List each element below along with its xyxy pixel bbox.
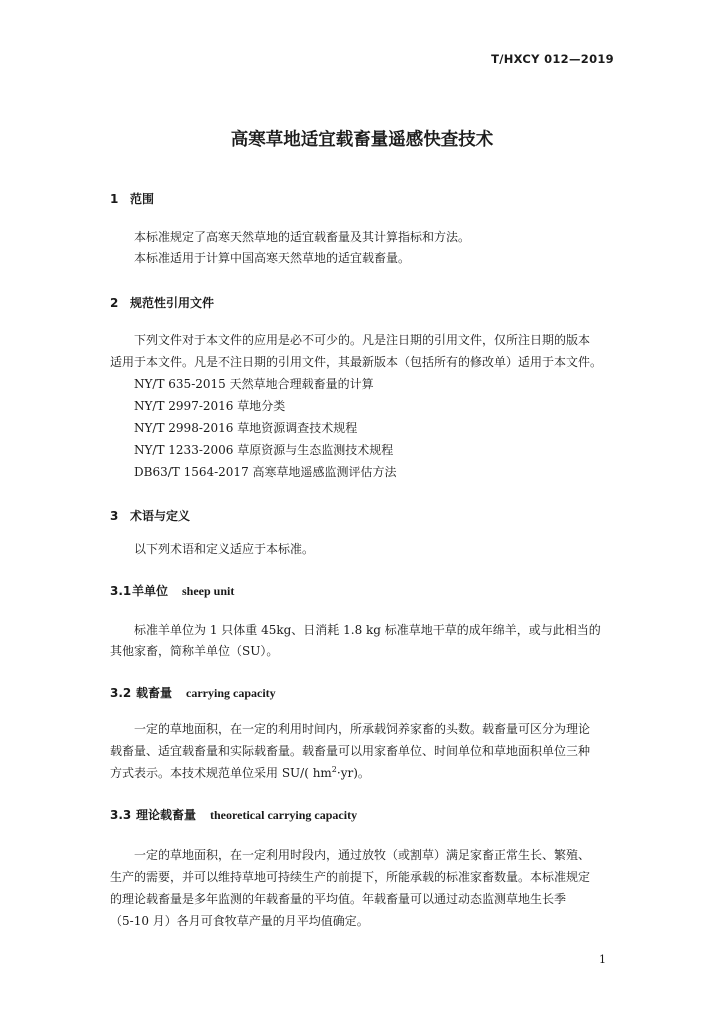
reference-item: NY/T 2998-2016 草地资源调查技术规程 (134, 421, 358, 435)
term-zh: 羊单位 (132, 584, 169, 598)
unit-text: 方式表示。本技术规范单位采用 SU/( hm (110, 766, 332, 780)
document-title: 高寒草地适宜载畜量遥感快查技术 (230, 130, 494, 150)
paragraph-line: （5-10 月）各月可食牧草产量的月平均值确定。 (110, 914, 369, 928)
term-3-2-heading (110, 684, 276, 701)
paragraph-line: 载畜量、适宜载畜量和实际载畜量。载畜量可以用家畜单位、时间单位和草地面积单位三种 (110, 744, 591, 758)
paragraph-line: 下列文件对于本文件的应用是必不可少的。凡是注日期的引用文件，仅所注日期的版本 (134, 333, 591, 347)
section-1-heading (110, 190, 154, 207)
section-number: 1 (110, 192, 119, 206)
term-zh: 载畜量 (136, 686, 173, 700)
paragraph-line: 生产的需要，并可以维持草地可持续生产的前提下，所能承载的标准家畜数量。本标准规定 (110, 870, 591, 884)
term-3-3-heading (110, 806, 357, 823)
term-en: sheep unit (182, 584, 235, 598)
paragraph-line: 本标准适用于计算中国高寒天然草地的适宜载畜量。 (134, 251, 411, 265)
section-title: 术语与定义 (130, 509, 191, 523)
term-en: theoretical carrying capacity (210, 808, 358, 822)
reference-item: NY/T 1233-2006 草原资源与生态监测技术规程 (134, 443, 394, 457)
paragraph-line: 一定的草地面积，在一定的利用时间内，所承载饲养家畜的头数。载畜量可区分为理论 (134, 722, 591, 736)
term-number: 3.2 (110, 686, 132, 700)
term-en: carrying capacity (186, 686, 276, 700)
section-3-heading (110, 507, 190, 524)
paragraph-line: 本标准规定了高寒天然草地的适宜载畜量及其计算指标和方法。 (134, 230, 471, 244)
section-2-heading (110, 294, 214, 311)
reference-item: NY/T 2997-2016 草地分类 (134, 399, 286, 413)
page-number: 1 (599, 953, 606, 966)
paragraph-line: 标准羊单位为 1 只体重 45kg、日消耗 1.8 kg 标准草地干草的成年绵羊，或与此相当的 (134, 623, 601, 637)
standard-code: T/HXCY 012—2019 (491, 52, 614, 66)
section-title: 规范性引用文件 (130, 296, 215, 310)
paragraph-line: 一定的草地面积，在一定利用时段内，通过放牧（或割草）满足家畜正常生长、繁殖、 (134, 848, 591, 862)
unit-superscript: 2 (331, 765, 337, 774)
section-title: 范围 (130, 192, 155, 206)
term-number: 3.1 (110, 584, 132, 598)
unit-text-end: ·yr)。 (336, 766, 370, 780)
term-zh: 理论载畜量 (136, 808, 197, 822)
paragraph-line: 的理论载畜量是多年监测的年载畜量的平均值。年载畜量可以通过动态监测草地生长季 (110, 892, 567, 906)
term-number: 3.3 (110, 808, 132, 822)
paragraph-line (110, 767, 370, 779)
paragraph-line: 其他家畜，简称羊单位（SU）。 (110, 644, 279, 658)
paragraph-line: 适用于本文件。凡是不注日期的引用文件，其最新版本（包括所有的修改单）适用于本文件。 (110, 355, 603, 369)
reference-item: NY/T 635-2015 天然草地合理载畜量的计算 (134, 377, 374, 391)
section-number: 3 (110, 509, 119, 523)
reference-item: DB63/T 1564-2017 高寒草地遥感监测评估方法 (134, 465, 397, 479)
section-number: 2 (110, 296, 119, 310)
term-3-1-heading (110, 582, 234, 599)
paragraph-line: 以下列术语和定义适应于本标准。 (134, 542, 315, 556)
